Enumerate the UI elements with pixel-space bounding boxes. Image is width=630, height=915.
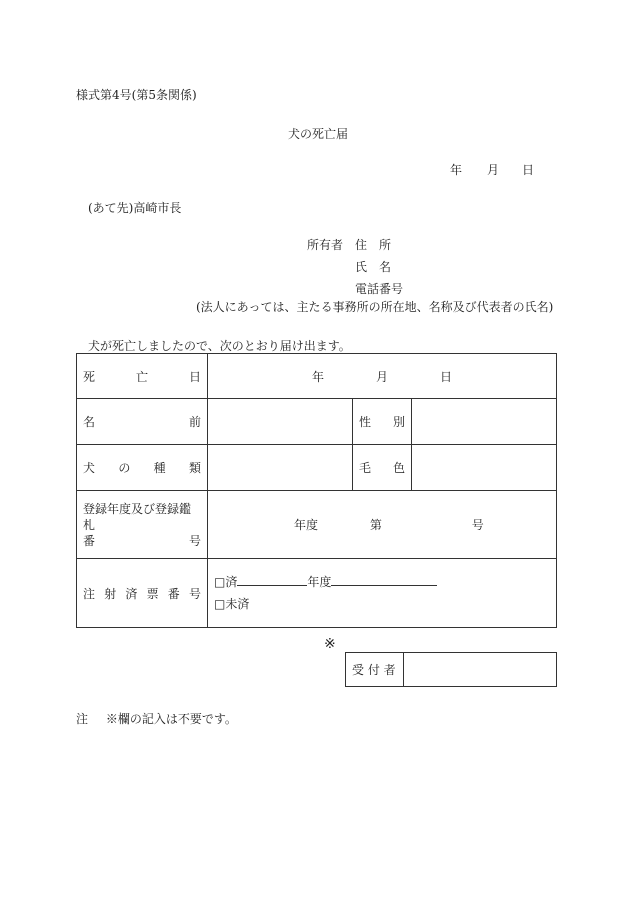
- color-label: 毛 色: [353, 445, 412, 491]
- receiver-field[interactable]: [404, 653, 557, 687]
- injection-field: [208, 559, 557, 628]
- name-label: 名 前: [77, 399, 208, 445]
- intro-text: 犬が死亡しましたので、次のとおり届け出ます。: [88, 339, 351, 353]
- notification-table: [76, 353, 557, 628]
- death-date-label: 死 亡 日: [77, 354, 208, 399]
- registration-label: 登録年度及び登録鑑札 番 号: [77, 491, 208, 559]
- row-name: [77, 399, 557, 445]
- receiver-table: [345, 652, 557, 687]
- row-registration: [77, 491, 557, 559]
- date-year-label: 年: [450, 163, 463, 177]
- injection-done-blank[interactable]: [237, 573, 307, 586]
- footnote-text: ※欄の記入は不要です。: [105, 712, 237, 726]
- owner-name-label: 氏 名: [355, 260, 392, 274]
- name-field[interactable]: [208, 399, 353, 445]
- sex-field[interactable]: [412, 399, 557, 445]
- staff-use-mark: ※: [324, 636, 336, 652]
- color-field[interactable]: [412, 445, 557, 491]
- date-day-label: 日: [522, 163, 535, 177]
- injection-year-blank[interactable]: [331, 573, 437, 586]
- sex-label: 性 別: [353, 399, 412, 445]
- injection-label: 注 射 済 票 番 号: [77, 559, 208, 628]
- row-injection: [77, 559, 557, 628]
- footnote: [76, 710, 237, 727]
- death-date-field[interactable]: 年 月 日: [208, 354, 557, 399]
- breed-label: 犬 の 種 類: [77, 445, 208, 491]
- document-title: 犬の死亡届: [288, 127, 349, 141]
- owner-label: 所有者: [307, 238, 344, 252]
- footnote-prefix: 注: [76, 712, 89, 726]
- date-month-label: 月: [487, 163, 500, 177]
- receiver-label: 受 付 者: [346, 653, 404, 687]
- owner-address-label: 住 所: [355, 238, 392, 252]
- breed-field[interactable]: [208, 445, 353, 491]
- row-breed: [77, 445, 557, 491]
- owner-phone-label: 電話番号: [355, 282, 404, 296]
- injection-done-line: □済 年度: [214, 571, 550, 593]
- registration-field[interactable]: 年度 第 号: [208, 491, 557, 559]
- owner-note: (法人にあっては、主たる事務所の所在地、名称及び代表者の氏名): [196, 300, 554, 314]
- injection-done-checkbox[interactable]: □済: [214, 575, 238, 589]
- injection-not-done-checkbox[interactable]: □未済: [214, 597, 250, 611]
- addressee: (あて先)高崎市長: [88, 201, 182, 215]
- row-death-date: [77, 354, 557, 399]
- form-number: 様式第4号(第5条関係): [76, 88, 197, 102]
